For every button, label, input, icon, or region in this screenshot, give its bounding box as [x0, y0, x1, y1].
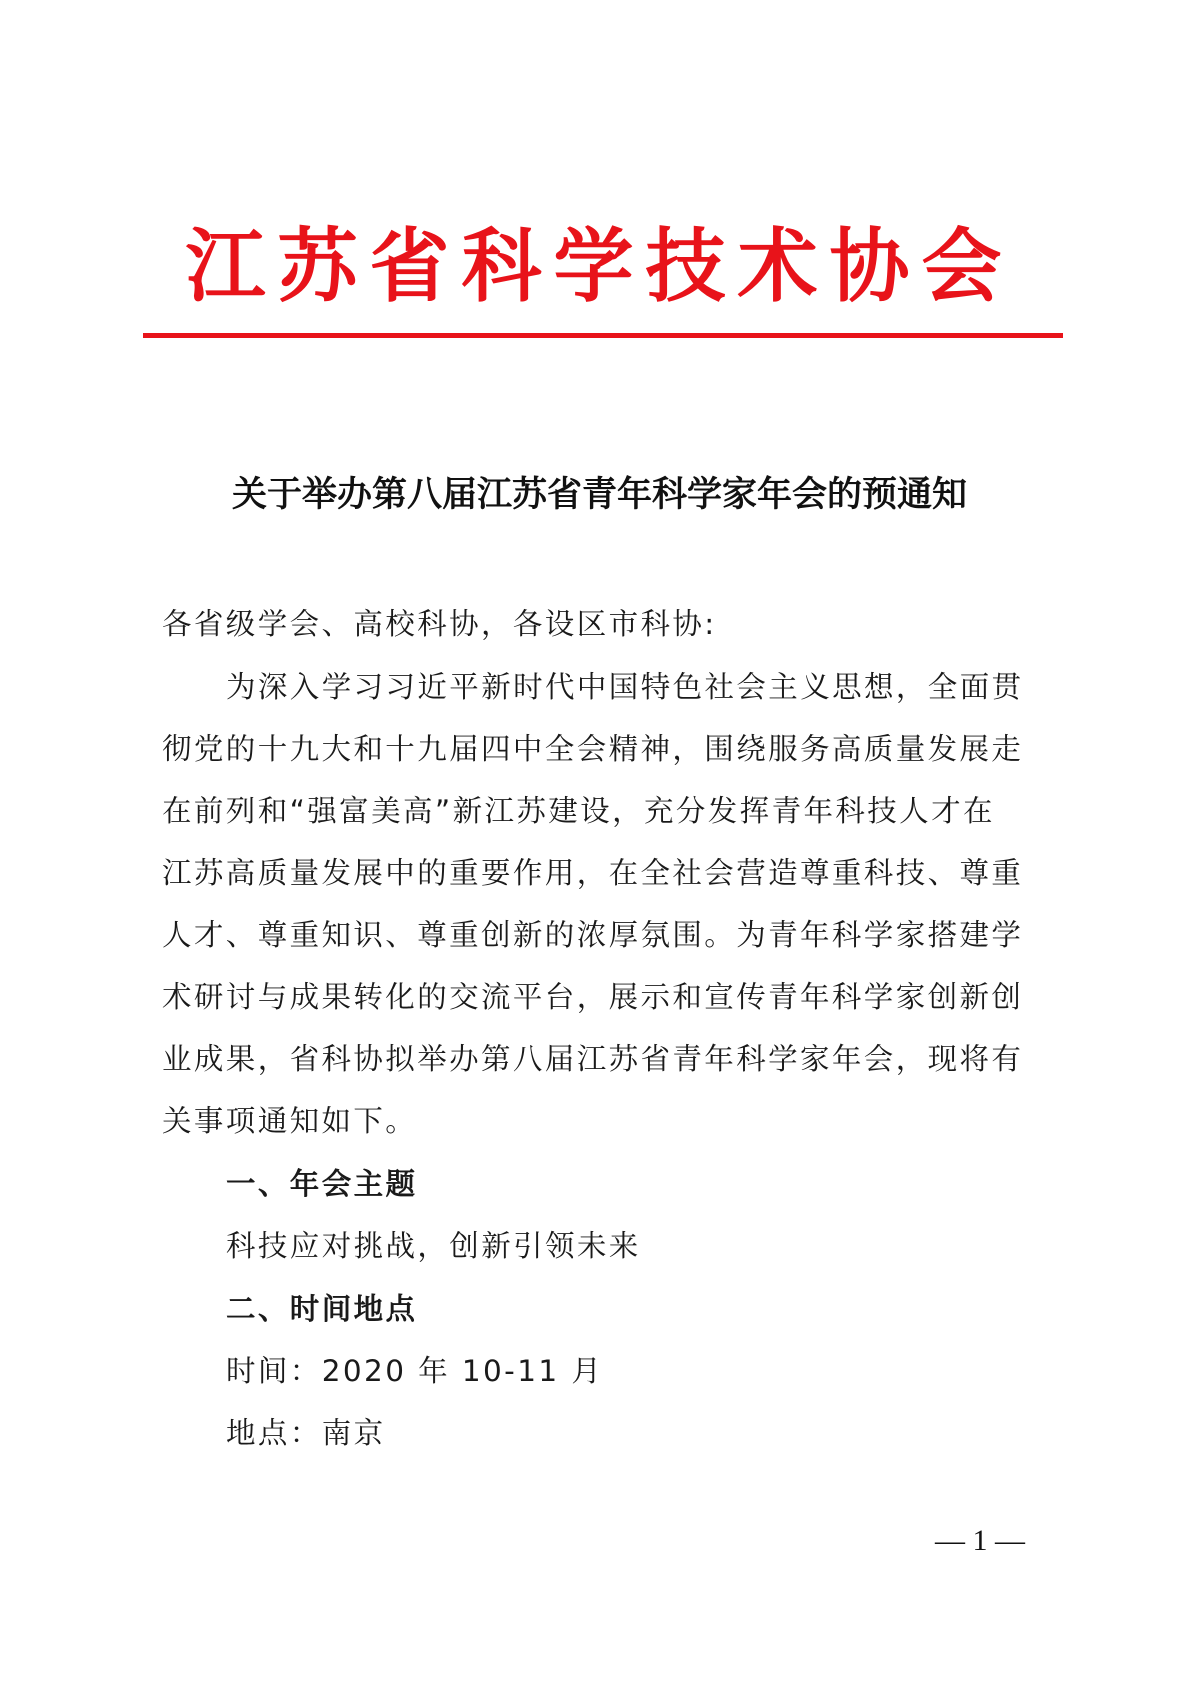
letterhead-org-name: 江苏省科学技术协会: [185, 219, 1014, 313]
document-title: 关于举办第八届江苏省青年科学家年会的预通知: [231, 474, 967, 515]
section-text-time: 时间：2020 年 10-11 月: [226, 1354, 604, 1388]
paragraph-line: 为深入学习习近平新时代中国特色社会主义思想，全面贯: [226, 670, 1024, 704]
page-number: — 1 —: [935, 1524, 1025, 1557]
section-heading-time-place: 二、时间地点: [226, 1292, 418, 1326]
paragraph-line: 关事项通知如下。: [162, 1104, 418, 1138]
paragraph-line: 在前列和“强富美高”新江苏建设，充分发挥青年科技人才在: [162, 794, 995, 828]
paragraph-line: 术研讨与成果转化的交流平台，展示和宣传青年科学家创新创: [162, 980, 1024, 1014]
section-text: 科技应对挑战，创新引领未来: [226, 1229, 641, 1263]
paragraph-line: 彻党的十九大和十九届四中全会精神，围绕服务高质量发展走: [162, 732, 1024, 766]
paragraph-line: 江苏高质量发展中的重要作用，在全社会营造尊重科技、尊重: [162, 856, 1024, 890]
paragraph-line: 人才、尊重知识、尊重创新的浓厚氛围。为青年科学家搭建学: [162, 918, 1024, 952]
salutation: 各省级学会、高校科协，各设区市科协:: [162, 607, 717, 641]
section-text-place: 地点：南京: [226, 1416, 386, 1450]
letterhead-red-divider: [143, 333, 1063, 338]
paragraph-line: 业成果，省科协拟举办第八届江苏省青年科学家年会，现将有: [162, 1042, 1024, 1076]
section-heading-theme: 一、年会主题: [226, 1167, 418, 1201]
